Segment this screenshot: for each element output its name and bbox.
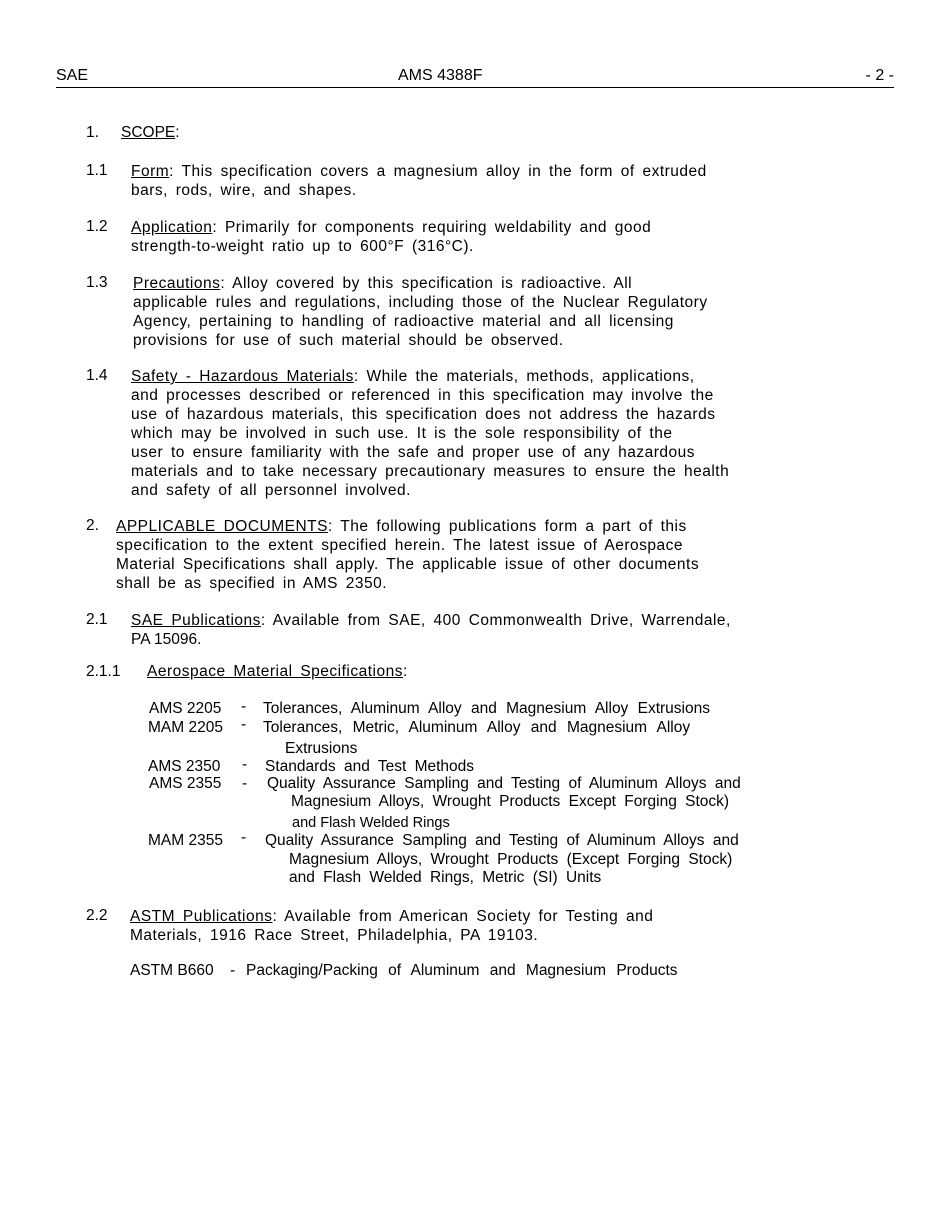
- section-1-2-number: 1.2: [86, 218, 108, 235]
- section-2-1-1-heading: Aerospace Material Specifications:: [147, 663, 408, 680]
- ref-ams-2350: AMS 2350 - Standards and Test Methods: [148, 756, 475, 775]
- section-1-number: 1.: [86, 124, 99, 141]
- section-1-3-title: Precautions: [133, 275, 221, 292]
- ref-code: MAM 2355: [148, 832, 223, 849]
- section-1-3-number: 1.3: [86, 274, 108, 291]
- section-1-3-text: Precautions: Alloy covered by this specification is radioactive. All applicable rules and regulations, including those of the Nuclear Regulatory Agency, pertaining to handling of radioactive material and all licensing provisions for use of such material should be observed.: [133, 275, 708, 349]
- ref-desc: Quality Assurance Sampling and Testing of Aluminum Alloys and: [267, 775, 741, 792]
- header-page-number: - 2 -: [865, 67, 894, 84]
- header-doc-id: AMS 4388F: [398, 67, 483, 84]
- ref-desc: Standards and Test Methods: [265, 758, 475, 775]
- section-2-2-number: 2.2: [86, 907, 108, 924]
- ref-ams-2205: AMS 2205 - Tolerances, Aluminum Alloy and Magnesium Alloy Extrusions: [149, 698, 710, 717]
- section-1-1-number: 1.1: [86, 162, 108, 179]
- section-1-4-number: 1.4: [86, 367, 108, 384]
- section-2-1-number: 2.1: [86, 611, 108, 628]
- header-org: SAE: [56, 67, 89, 84]
- ref-desc: Packaging/Packing of Aluminum and Magnesium Products: [246, 962, 678, 979]
- section-2-2-text: ASTM Publications: Available from American Society for Testing and Materials, 1916 Race Street, Philadelphia, PA 19103.: [130, 908, 654, 944]
- ref-mam-2355: MAM 2355 - Quality Assurance Sampling and Testing of Aluminum Alloys and Magnesium Alloys, Wrought Products (Except Forging Stock) and Flash Welded Rings, Metric (SI) Units: [148, 829, 739, 886]
- ref-mam-2205: MAM 2205 - Tolerances, Metric, Aluminum Alloy and Magnesium Alloy Extrusions: [148, 716, 691, 757]
- section-2-1-1-number: 2.1.1: [86, 663, 121, 680]
- ref-code: ASTM B660: [130, 962, 214, 979]
- ref-astm-b660: ASTM B660 - Packaging/Packing of Aluminum and Magnesium Products: [130, 962, 678, 979]
- section-1-2-text: Application: Primarily for components requiring weldability and good strength-to-weight ratio up to 600°F (316°C).: [131, 219, 652, 255]
- section-2-1-title: SAE Publications: [131, 612, 261, 629]
- ref-code: AMS 2355: [149, 775, 222, 792]
- section-1-4-text: Safety - Hazardous Materials: While the materials, methods, applications, and processes described or referenced in this specification may involve the use of hazardous materials, this specification does not address the hazards which may be involved in such use. It is the sole responsibility of the user to ensure familiarity with the safe and proper use of any hazardous materials and to take necessary precautionary measures to ensure the health and safety of all personnel involved.: [131, 368, 730, 499]
- ref-code: MAM 2205: [148, 719, 223, 736]
- section-1-title: SCOPE: [121, 124, 176, 141]
- ref-code: AMS 2205: [149, 700, 222, 717]
- ref-desc: Tolerances, Metric, Aluminum Alloy and Magnesium Alloy: [263, 719, 691, 736]
- section-2-1-1-title: Aerospace Material Specifications: [147, 663, 403, 680]
- section-2-2-title: ASTM Publications: [130, 908, 273, 925]
- section-1-2-title: Application: [131, 219, 213, 236]
- section-2-number: 2.: [86, 517, 99, 534]
- page-header: [56, 67, 894, 88]
- section-2-1-text: SAE Publications: Available from SAE, 400 Commonwealth Drive, Warrendale, PA 15096.: [131, 612, 731, 648]
- section-1-4-title: Safety - Hazardous Materials: [131, 368, 354, 385]
- ref-desc: Tolerances, Aluminum Alloy and Magnesium Alloy Extrusions: [263, 700, 710, 717]
- section-1-1-title: Form: [131, 163, 170, 180]
- section-1-heading: SCOPE:: [121, 124, 180, 141]
- ref-desc: Quality Assurance Sampling and Testing of Aluminum Alloys and: [265, 832, 739, 849]
- section-1-1-text: Form: This specification covers a magnesium alloy in the form of extruded bars, rods, wire, and shapes.: [131, 163, 707, 199]
- ref-ams-2355: AMS 2355 - Quality Assurance Sampling and Testing of Aluminum Alloys and Magnesium Alloys, Wrought Products Except Forging Stock) and Flash Welded Rings: [149, 775, 741, 831]
- ref-code: AMS 2350: [148, 758, 221, 775]
- section-2-text: APPLICABLE DOCUMENTS: The following publications form a part of this specification to the extent specified herein. The latest issue of Aerospace Material Specifications shall apply. The applicable issue of other documents shall be as specified in AMS 2350.: [116, 518, 700, 592]
- section-2-title: APPLICABLE DOCUMENTS: [116, 518, 328, 535]
